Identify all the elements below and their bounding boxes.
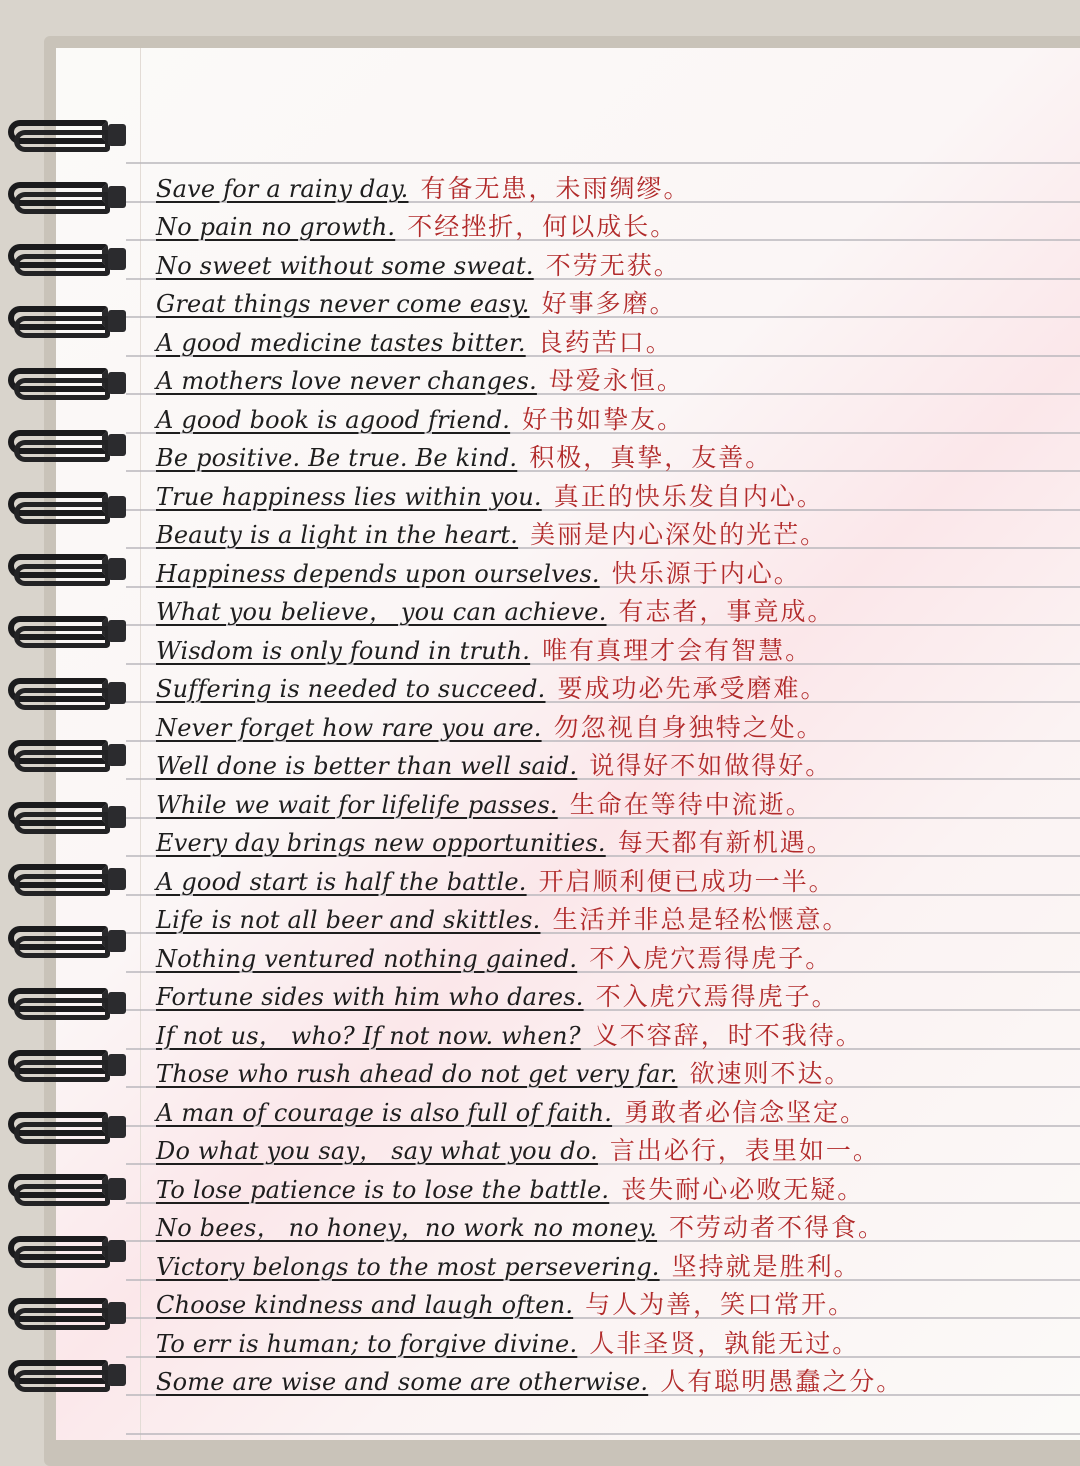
list-item bbox=[156, 1208, 1056, 1247]
list-item bbox=[156, 1246, 1056, 1285]
punch-hole bbox=[108, 1364, 126, 1386]
punch-hole bbox=[108, 186, 126, 208]
english-phrase: If not us， who? If not now. when? bbox=[156, 1021, 581, 1050]
ring-wire bbox=[14, 626, 110, 648]
list-item bbox=[156, 1362, 1056, 1401]
english-phrase: No sweet without some sweat. bbox=[156, 251, 534, 280]
english-phrase: Be positive. Be true. Be kind. bbox=[156, 444, 518, 472]
punch-hole bbox=[108, 620, 126, 642]
english-phrase: Nothing ventured nothing gained. bbox=[156, 944, 578, 973]
punch-hole bbox=[108, 372, 126, 394]
chinese-translation: 良药苦口。 bbox=[537, 327, 673, 357]
entry-list bbox=[156, 168, 1056, 1400]
punch-hole bbox=[108, 248, 126, 270]
english-phrase: Beauty is a light in the heart. bbox=[156, 521, 519, 549]
list-item bbox=[156, 1015, 1056, 1054]
english-phrase: Well done is better than well said. bbox=[156, 752, 578, 780]
english-phrase: Those who rush ahead do not get very far. bbox=[156, 1060, 678, 1088]
ring-wire bbox=[14, 874, 110, 896]
punch-hole bbox=[108, 930, 126, 952]
punch-hole bbox=[108, 1240, 126, 1262]
binding-ring bbox=[8, 802, 124, 832]
binding-ring bbox=[8, 554, 124, 584]
list-item bbox=[156, 669, 1056, 708]
ring-wire bbox=[14, 1370, 110, 1392]
chinese-translation: 勿忽视自身独特之处。 bbox=[553, 712, 824, 742]
ring-wire bbox=[14, 750, 110, 772]
list-item bbox=[156, 1054, 1056, 1093]
chinese-translation: 勇敢者必信念坚定。 bbox=[624, 1097, 868, 1127]
english-phrase: Fortune sides with him who dares. bbox=[156, 983, 584, 1011]
list-item bbox=[156, 746, 1056, 785]
binding-ring bbox=[8, 306, 124, 336]
list-item bbox=[156, 207, 1056, 246]
punch-hole bbox=[108, 310, 126, 332]
english-phrase: True happiness lies within you. bbox=[156, 482, 542, 511]
list-item bbox=[156, 476, 1056, 515]
chinese-translation: 开启顺利便已成功一半。 bbox=[538, 866, 836, 896]
english-phrase: A good start is half the battle. bbox=[156, 867, 527, 896]
ring-wire bbox=[14, 192, 110, 214]
english-phrase: Do what you say， say what you do. bbox=[156, 1137, 598, 1165]
english-phrase: No pain no growth. bbox=[156, 213, 396, 241]
list-item bbox=[156, 553, 1056, 592]
punch-hole bbox=[108, 806, 126, 828]
english-phrase: Choose kindness and laugh often. bbox=[156, 1291, 574, 1319]
english-phrase: A good medicine tastes bitter. bbox=[156, 328, 526, 357]
english-phrase: To lose patience is to lose the battle. bbox=[156, 1175, 610, 1204]
list-item bbox=[156, 245, 1056, 284]
chinese-translation: 生命在等待中流逝。 bbox=[569, 789, 813, 819]
binding-ring bbox=[8, 616, 124, 646]
chinese-translation: 欲速则不达。 bbox=[689, 1059, 852, 1088]
ring-wire bbox=[14, 440, 110, 462]
chinese-translation: 不入虎穴焉得虎子。 bbox=[589, 943, 833, 973]
chinese-translation: 快乐源于内心。 bbox=[611, 558, 801, 588]
binding-ring bbox=[8, 864, 124, 894]
chinese-translation: 有志者，事竟成。 bbox=[618, 597, 835, 626]
ruled-line bbox=[126, 1433, 1080, 1435]
punch-hole bbox=[108, 744, 126, 766]
english-phrase: Wisdom is only found in truth. bbox=[156, 636, 531, 665]
chinese-translation: 好事多磨。 bbox=[541, 289, 677, 318]
ring-wire bbox=[14, 1246, 110, 1268]
list-item bbox=[156, 399, 1056, 438]
chinese-translation: 唯有真理才会有智慧。 bbox=[542, 635, 813, 665]
chinese-translation: 言出必行，表里如一。 bbox=[609, 1136, 880, 1165]
chinese-translation: 不劳无获。 bbox=[545, 250, 681, 280]
punch-hole bbox=[108, 1054, 126, 1076]
binding-ring bbox=[8, 182, 124, 212]
list-item bbox=[156, 900, 1056, 939]
chinese-translation: 美丽是内心深处的光芒。 bbox=[530, 520, 828, 549]
english-phrase: A mothers love never changes. bbox=[156, 367, 537, 395]
punch-hole bbox=[108, 434, 126, 456]
list-item bbox=[156, 1131, 1056, 1170]
english-phrase: Save for a rainy day. bbox=[156, 174, 409, 203]
chinese-translation: 母爱永恒。 bbox=[548, 366, 684, 395]
binding-ring bbox=[8, 244, 124, 274]
list-item bbox=[156, 322, 1056, 361]
ring-wire bbox=[14, 564, 110, 586]
binding-ring bbox=[8, 740, 124, 770]
list-item bbox=[156, 1092, 1056, 1131]
ring-wire bbox=[14, 1308, 110, 1330]
binding-ring bbox=[8, 1298, 124, 1328]
ring-wire bbox=[14, 1122, 110, 1144]
binding-ring bbox=[8, 1360, 124, 1390]
chinese-translation: 坚持就是胜利。 bbox=[671, 1251, 861, 1281]
chinese-translation: 好书如挚友。 bbox=[522, 404, 685, 434]
chinese-translation: 有备无患，未雨绸缪。 bbox=[420, 173, 691, 203]
list-item bbox=[156, 515, 1056, 554]
punch-hole bbox=[108, 1178, 126, 1200]
chinese-translation: 生活并非总是轻松惬意。 bbox=[552, 905, 850, 934]
list-item bbox=[156, 438, 1056, 477]
list-item bbox=[156, 938, 1056, 977]
english-phrase: Suffering is needed to succeed. bbox=[156, 675, 546, 703]
chinese-translation: 人非圣贤，孰能无过。 bbox=[589, 1328, 860, 1358]
english-phrase: A good book is agood friend. bbox=[156, 405, 511, 434]
binding-ring bbox=[8, 368, 124, 398]
binding-ring bbox=[8, 430, 124, 460]
english-phrase: Great things never come easy. bbox=[156, 290, 530, 318]
punch-hole bbox=[108, 558, 126, 580]
binding-ring bbox=[8, 492, 124, 522]
chinese-translation: 义不容辞，时不我待。 bbox=[592, 1020, 863, 1050]
list-item bbox=[156, 1285, 1056, 1324]
ring-wire bbox=[14, 316, 110, 338]
list-item bbox=[156, 707, 1056, 746]
list-item bbox=[156, 630, 1056, 669]
punch-hole bbox=[108, 682, 126, 704]
ring-wire bbox=[14, 254, 110, 276]
list-item bbox=[156, 361, 1056, 400]
binding-ring bbox=[8, 926, 124, 956]
ring-wire bbox=[14, 130, 110, 152]
ruled-line bbox=[126, 162, 1080, 164]
binding-ring bbox=[8, 988, 124, 1018]
english-phrase: No bees， no honey，no work no money. bbox=[156, 1214, 658, 1242]
ring-wire bbox=[14, 1184, 110, 1206]
binding-ring bbox=[8, 120, 124, 150]
spiral-binding bbox=[0, 120, 130, 1420]
list-item bbox=[156, 823, 1056, 862]
list-item bbox=[156, 977, 1056, 1016]
english-phrase: Victory belongs to the most persevering. bbox=[156, 1252, 660, 1281]
list-item bbox=[156, 784, 1056, 823]
english-phrase: Never forget how rare you are. bbox=[156, 713, 542, 742]
punch-hole bbox=[108, 868, 126, 890]
chinese-translation: 每天都有新机遇。 bbox=[617, 828, 834, 857]
english-phrase: Life is not all beer and skittles. bbox=[156, 906, 541, 934]
binding-ring bbox=[8, 678, 124, 708]
ring-wire bbox=[14, 502, 110, 524]
punch-hole bbox=[108, 992, 126, 1014]
chinese-translation: 真正的快乐发自内心。 bbox=[553, 481, 824, 511]
ring-wire bbox=[14, 1060, 110, 1082]
english-phrase: What you believe， you can achieve. bbox=[156, 598, 607, 626]
binding-ring bbox=[8, 1174, 124, 1204]
english-phrase: A man of courage is also full of faith. bbox=[156, 1098, 613, 1127]
english-phrase: Happiness depends upon ourselves. bbox=[156, 559, 600, 588]
punch-hole bbox=[108, 124, 126, 146]
binding-ring bbox=[8, 1112, 124, 1142]
chinese-translation: 丧失耐心必败无疑。 bbox=[621, 1174, 865, 1204]
english-phrase: Some are wise and some are otherwise. bbox=[156, 1368, 649, 1396]
ring-wire bbox=[14, 998, 110, 1020]
ring-wire bbox=[14, 936, 110, 958]
english-phrase: Every day brings new opportunities. bbox=[156, 829, 606, 857]
binding-ring bbox=[8, 1236, 124, 1266]
notebook-page bbox=[56, 48, 1080, 1440]
chinese-translation: 与人为善，笑口常开。 bbox=[585, 1290, 856, 1319]
chinese-translation: 不劳动者不得食。 bbox=[669, 1213, 886, 1242]
list-item bbox=[156, 1169, 1056, 1208]
list-item bbox=[156, 1323, 1056, 1362]
list-item bbox=[156, 168, 1056, 207]
chinese-translation: 人有聪明愚蠢之分。 bbox=[660, 1367, 904, 1396]
ring-wire bbox=[14, 812, 110, 834]
punch-hole bbox=[108, 1302, 126, 1324]
chinese-translation: 不经挫折，何以成长。 bbox=[407, 212, 678, 241]
chinese-translation: 不入虎穴焉得虎子。 bbox=[595, 982, 839, 1011]
chinese-translation: 说得好不如做得好。 bbox=[589, 751, 833, 780]
binding-ring bbox=[8, 1050, 124, 1080]
list-item bbox=[156, 284, 1056, 323]
english-phrase: While we wait for lifelife passes. bbox=[156, 790, 558, 819]
chinese-translation: 要成功必先承受磨难。 bbox=[557, 674, 828, 703]
punch-hole bbox=[108, 1116, 126, 1138]
ring-wire bbox=[14, 378, 110, 400]
list-item bbox=[156, 861, 1056, 900]
ring-wire bbox=[14, 688, 110, 710]
english-phrase: To err is human; to forgive divine. bbox=[156, 1329, 578, 1358]
chinese-translation: 积极，真挚，友善。 bbox=[529, 443, 773, 472]
punch-hole bbox=[108, 496, 126, 518]
list-item bbox=[156, 592, 1056, 631]
